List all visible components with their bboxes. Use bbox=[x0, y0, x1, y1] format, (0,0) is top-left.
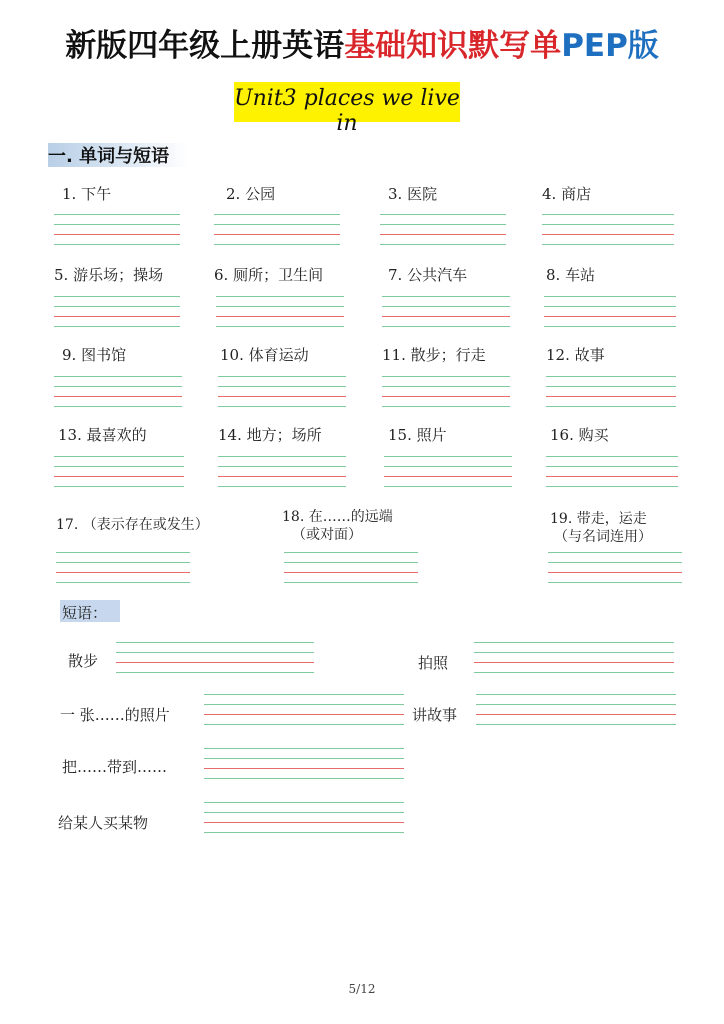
phrase-label: 拍照 bbox=[418, 654, 449, 672]
phrase-label: 把……带到…… bbox=[62, 758, 168, 776]
writing-lines[interactable] bbox=[544, 296, 676, 336]
writing-lines[interactable] bbox=[546, 376, 676, 416]
writing-lines[interactable] bbox=[56, 552, 190, 592]
writing-lines[interactable] bbox=[204, 694, 404, 734]
writing-lines[interactable] bbox=[474, 642, 674, 682]
word-label: 17. （表示存在或发生） bbox=[56, 517, 209, 533]
word-label: 19. 带走，运走 bbox=[550, 511, 647, 527]
word-label: 7. 公共汽车 bbox=[388, 266, 468, 284]
word-label: 8. 车站 bbox=[546, 266, 596, 284]
word-label: 18. 在……的远端 bbox=[282, 509, 393, 525]
writing-lines[interactable] bbox=[54, 214, 180, 254]
phrases-label: 短语： bbox=[62, 604, 108, 622]
word-label: 10. 体育运动 bbox=[220, 346, 309, 364]
writing-lines[interactable] bbox=[546, 456, 678, 496]
word-label: 4. 商店 bbox=[542, 185, 592, 203]
word-label: 2. 公园 bbox=[226, 185, 276, 203]
unit-title: Unit3 places we live in bbox=[234, 86, 460, 136]
title-part-blue: PEP版 bbox=[561, 28, 659, 64]
word-label: 13. 最喜欢的 bbox=[58, 426, 147, 444]
phrase-label: 散步 bbox=[68, 652, 99, 670]
word-label: 11. 散步；行走 bbox=[382, 346, 486, 364]
writing-lines[interactable] bbox=[204, 802, 404, 842]
word-label: 3. 医院 bbox=[388, 185, 438, 203]
word-label: 12. 故事 bbox=[546, 346, 605, 364]
writing-lines[interactable] bbox=[542, 214, 674, 254]
writing-lines[interactable] bbox=[548, 552, 682, 592]
word-note: （或对面） bbox=[292, 527, 362, 543]
writing-lines[interactable] bbox=[380, 214, 506, 254]
writing-lines[interactable] bbox=[218, 456, 346, 496]
word-label: 1. 下午 bbox=[62, 185, 112, 203]
writing-lines[interactable] bbox=[54, 296, 180, 336]
writing-lines[interactable] bbox=[382, 376, 510, 416]
word-label: 14. 地方；场所 bbox=[218, 426, 322, 444]
title-part-red: 基础知识默写单 bbox=[344, 28, 562, 64]
word-label: 5. 游乐场；操场 bbox=[54, 266, 164, 284]
writing-lines[interactable] bbox=[54, 456, 184, 496]
word-label: 16. 购买 bbox=[550, 426, 609, 444]
page-number: 5/12 bbox=[348, 982, 376, 996]
writing-lines[interactable] bbox=[54, 376, 182, 416]
word-label: 15. 照片 bbox=[388, 426, 447, 444]
writing-lines[interactable] bbox=[476, 694, 676, 734]
word-note: （与名词连用） bbox=[554, 529, 652, 545]
writing-lines[interactable] bbox=[218, 376, 346, 416]
section-title: 一. 单词与短语 bbox=[48, 146, 170, 167]
writing-lines[interactable] bbox=[116, 642, 314, 682]
writing-lines[interactable] bbox=[214, 214, 340, 254]
phrase-label: 讲故事 bbox=[412, 706, 458, 724]
title-part-main: 新版四年级上册英语 bbox=[65, 28, 345, 64]
writing-lines[interactable] bbox=[284, 552, 418, 592]
writing-lines[interactable] bbox=[382, 296, 510, 336]
page-title bbox=[0, 20, 724, 65]
word-label: 9. 图书馆 bbox=[62, 346, 127, 364]
word-label: 6. 厕所；卫生间 bbox=[214, 266, 324, 284]
writing-lines[interactable] bbox=[204, 748, 404, 788]
phrase-label: 一 张……的照片 bbox=[60, 706, 170, 724]
writing-lines[interactable] bbox=[216, 296, 344, 336]
phrase-label: 给某人买某物 bbox=[58, 814, 149, 832]
writing-lines[interactable] bbox=[384, 456, 512, 496]
